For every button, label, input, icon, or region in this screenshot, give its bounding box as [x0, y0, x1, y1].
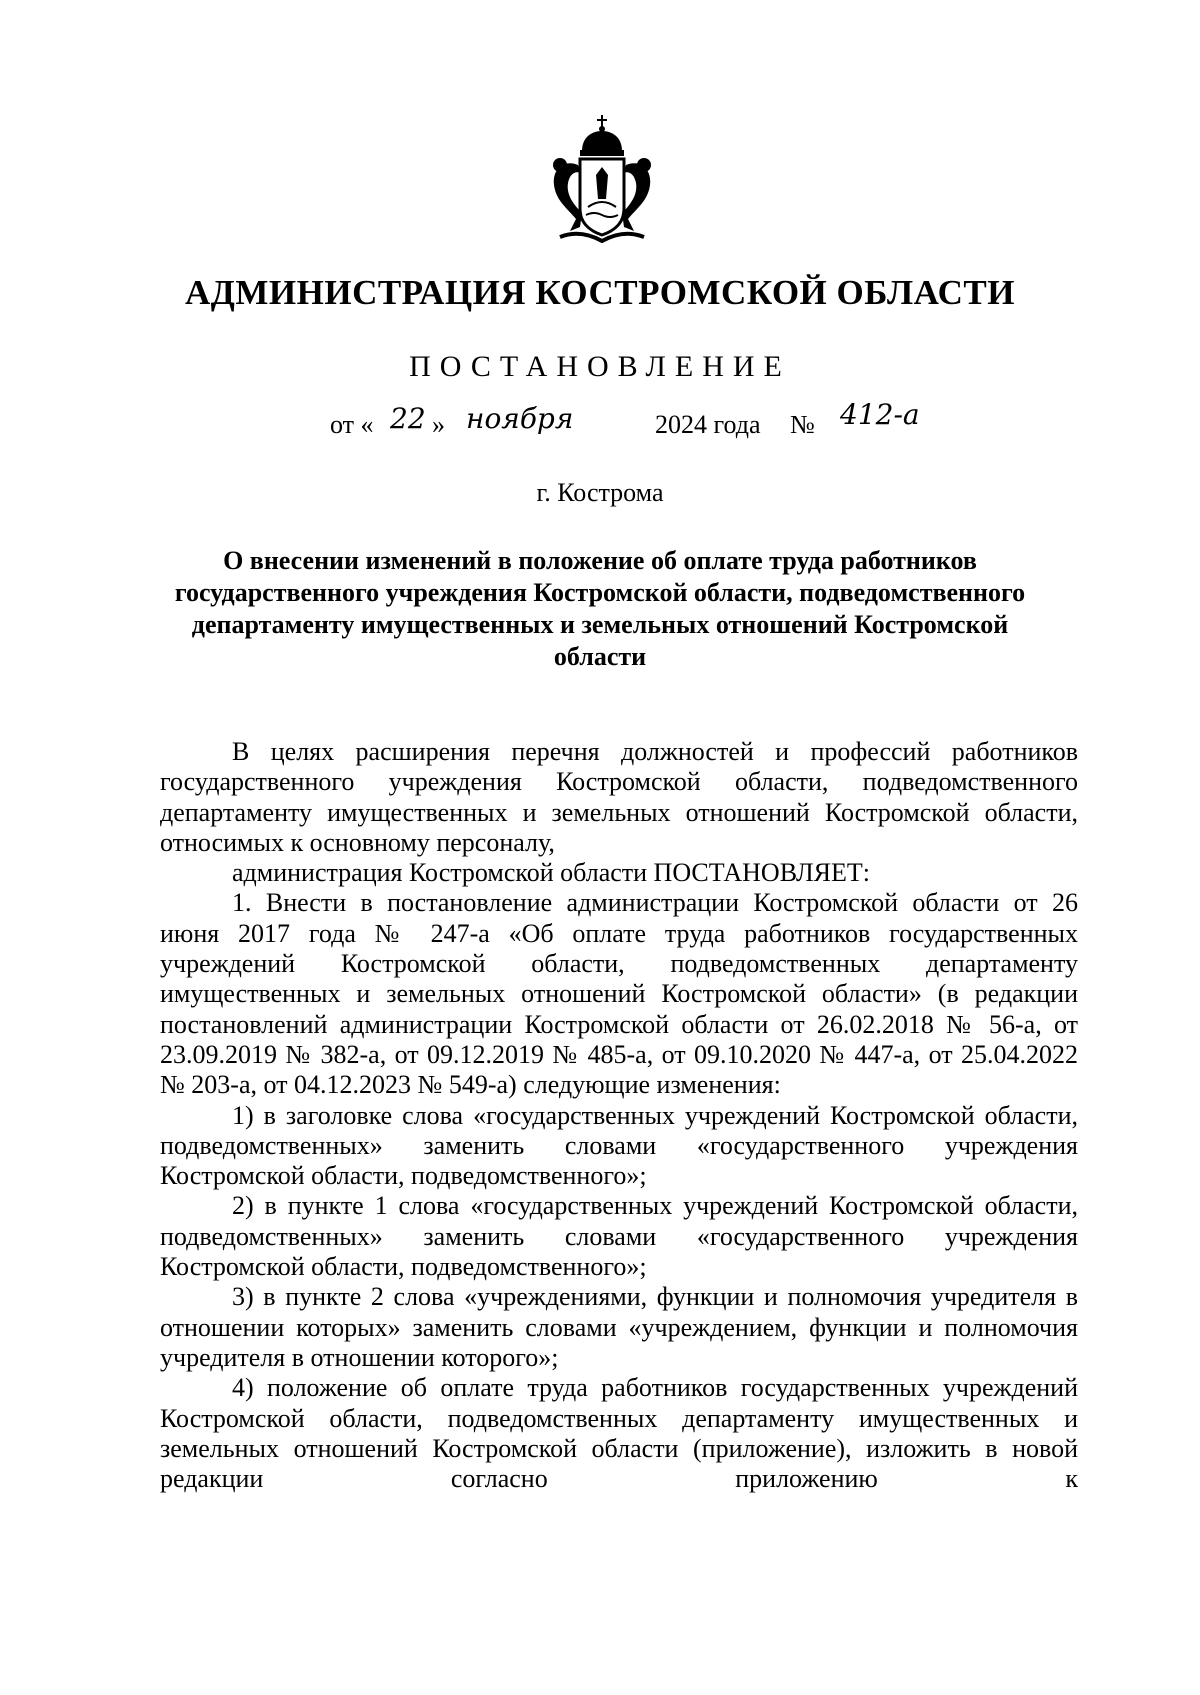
- paragraph-item-1: 1. Внести в постановление администрации Костромской области от 26 июня 2017 года № 247-а «Об оплате труда работников государственных учреждений Костромской области, подведомственных департаменту имущественных и земельных отношений Костромской области» (в редакции постановлений администрации Костромской области от 26.02.2018 № 56-а, от 23.09.2019 № 382-а, от 09.12.2019 № 485-а, от 09.10.2020 № 447-а, от 25.04.2022 № 203-а, от 04.12.2023 № 549-а) следующие изменения:: [160, 888, 1078, 1100]
- document-number: 412-а: [840, 398, 920, 431]
- date-day: 22: [390, 402, 426, 435]
- document-subject: О внесении изменений в положение об оплате труда работников государственного учреждения Костромской области, подведомственного департаменту имущественных и земельных отношений Костромской области: [174, 546, 1026, 671]
- kostroma-coat-of-arms-icon: [540, 115, 664, 245]
- organization-title: АДМИНИСТРАЦИЯ КОСТРОМСКОЙ ОБЛАСТИ: [185, 273, 1015, 312]
- paragraph-subitem-3: 3) в пункте 2 слова «учреждениями, функции и полномочия учредителя в отношении которых» заменить словами «учреждением, функции и полномочия учредителя в отношении которого»;: [160, 1282, 1078, 1372]
- paragraph-subitem-4: 4) положение об оплате труда работников государственных учреждений Костромской области, подведомственных департаменту имущественных и земельных отношений Костромской области (приложение), изложить в новой редакции согласно приложению к: [160, 1373, 1078, 1494]
- paragraph-resolves: администрация Костромской области ПОСТАНОВЛЯЕТ:: [232, 858, 871, 888]
- paragraph-subitem-2: 2) в пункте 1 слова «государственных учреждений Костромской области, подведомственных» заменить словами «государственного учреждения Костромской области, подведомственного»;: [160, 1191, 1078, 1282]
- date-year: 2024 года: [655, 410, 761, 439]
- city-line: г. Кострома: [536, 478, 664, 507]
- date-prefix: от «: [330, 410, 374, 439]
- date-quote-close: »: [432, 410, 445, 439]
- paragraph-subitem-1: 1) в заголовке слова «государственных учреждений Костромской области, подведомственных» заменить словами «государственного учреждения Костромской области, подведомственного»;: [160, 1100, 1078, 1191]
- number-label: №: [790, 410, 815, 439]
- paragraph-preamble: В целях расширения перечня должностей и профессий работников государственного учреждения Костромской области, подведомственного департаменту имущественных и земельных отношений Костромской области, относимых к основному персоналу,: [160, 737, 1078, 857]
- document-body: [160, 737, 1078, 1494]
- coat-of-arms-emblem: [540, 115, 664, 245]
- date-month: ноября: [466, 402, 574, 435]
- date-number-line: [0, 398, 1200, 470]
- document-type: ПОСТАНОВЛЕНИЕ: [409, 350, 791, 383]
